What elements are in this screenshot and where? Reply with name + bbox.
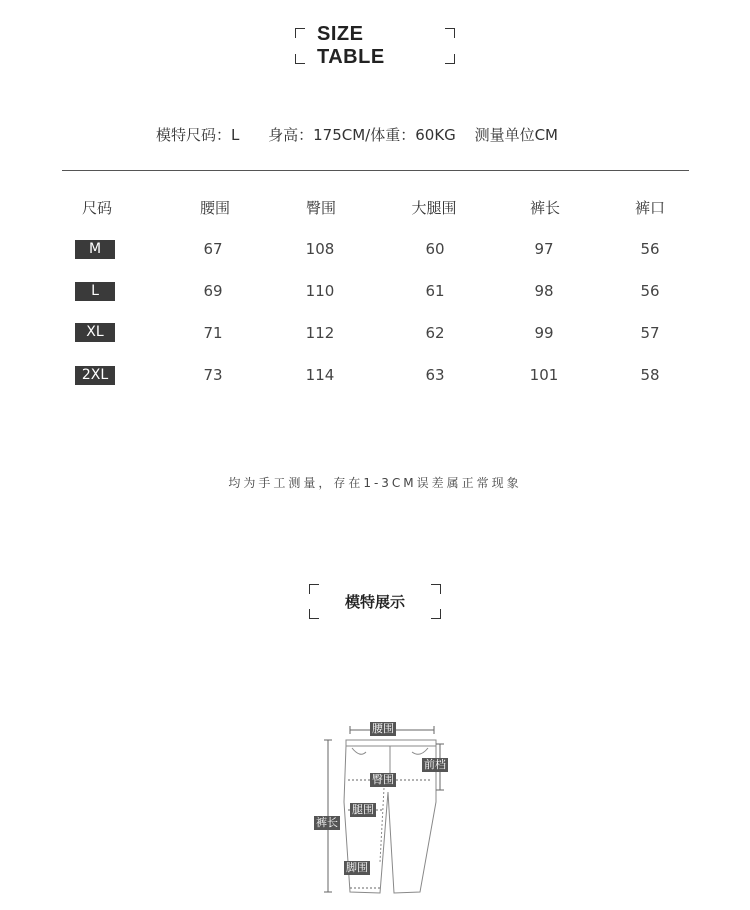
size-table-heading [0,23,750,68]
divider [62,170,689,171]
pants-outline-icon [300,712,460,902]
heading-bracket-frame [295,23,455,68]
table-cell-waist: 67 [203,240,223,258]
diagram-label-front-rise: 前档 [424,758,446,771]
diagram-label-hip: 臀围 [372,773,394,786]
table-cell-thigh: 63 [425,366,445,384]
table-cell-waist: 73 [203,366,223,384]
model-size: 模特尺码：L [156,126,240,144]
size-badge: M [75,240,115,259]
column-header-hem: 裤口 [634,199,666,217]
measurement-unit: 测量单位CM [474,126,558,144]
table-cell-hip: 114 [305,366,335,384]
table-cell-length: 97 [534,240,554,258]
column-header-thigh: 大腿围 [411,199,457,217]
column-header-size: 尺码 [81,199,113,217]
model-height-weight: 身高：175CM/体重：60KG [268,126,456,144]
table-cell-waist: 71 [203,324,223,342]
diagram-label-waist: 腰围 [372,722,394,735]
table-cell-hem: 57 [640,324,660,342]
table-cell-hip: 110 [305,282,335,300]
table-cell-thigh: 62 [425,324,445,342]
bracket-corner-icon [431,584,441,594]
table-cell-length: 99 [534,324,554,342]
table-cell-thigh: 60 [425,240,445,258]
bracket-corner-icon [431,609,441,619]
column-header-hip: 臀围 [305,199,337,217]
diagram-label-length: 裤长 [316,816,338,829]
model-info-line [156,124,558,145]
column-header-length: 裤长 [529,199,561,217]
diagram-label-thigh: 腿围 [352,803,374,816]
size-badge: 2XL [75,366,115,385]
table-cell-hem: 56 [640,240,660,258]
diagram-label-hem: 脚围 [346,861,368,874]
heading-bracket-frame [309,584,441,619]
table-cell-hip: 112 [305,324,335,342]
bracket-corner-icon [295,54,305,64]
size-badge: L [75,282,115,301]
measurement-note: 均为手工测量，存在1-3CM误差属正常现象 [228,476,522,490]
bracket-corner-icon [309,584,319,594]
page-title: SIZE TABLE [317,23,385,68]
column-header-waist: 腰围 [199,199,231,217]
pants-measurement-diagram [300,712,460,902]
table-cell-length: 101 [529,366,559,384]
table-cell-waist: 69 [203,282,223,300]
table-cell-hip: 108 [305,240,335,258]
bracket-corner-icon [445,54,455,64]
table-cell-length: 98 [534,282,554,300]
table-cell-hem: 58 [640,366,660,384]
bracket-corner-icon [295,28,305,38]
size-badge: XL [75,323,115,342]
bracket-corner-icon [445,28,455,38]
table-cell-thigh: 61 [425,282,445,300]
table-cell-hem: 56 [640,282,660,300]
bracket-corner-icon [309,609,319,619]
section-title: 模特展示 [344,593,405,611]
model-display-heading [0,584,750,619]
